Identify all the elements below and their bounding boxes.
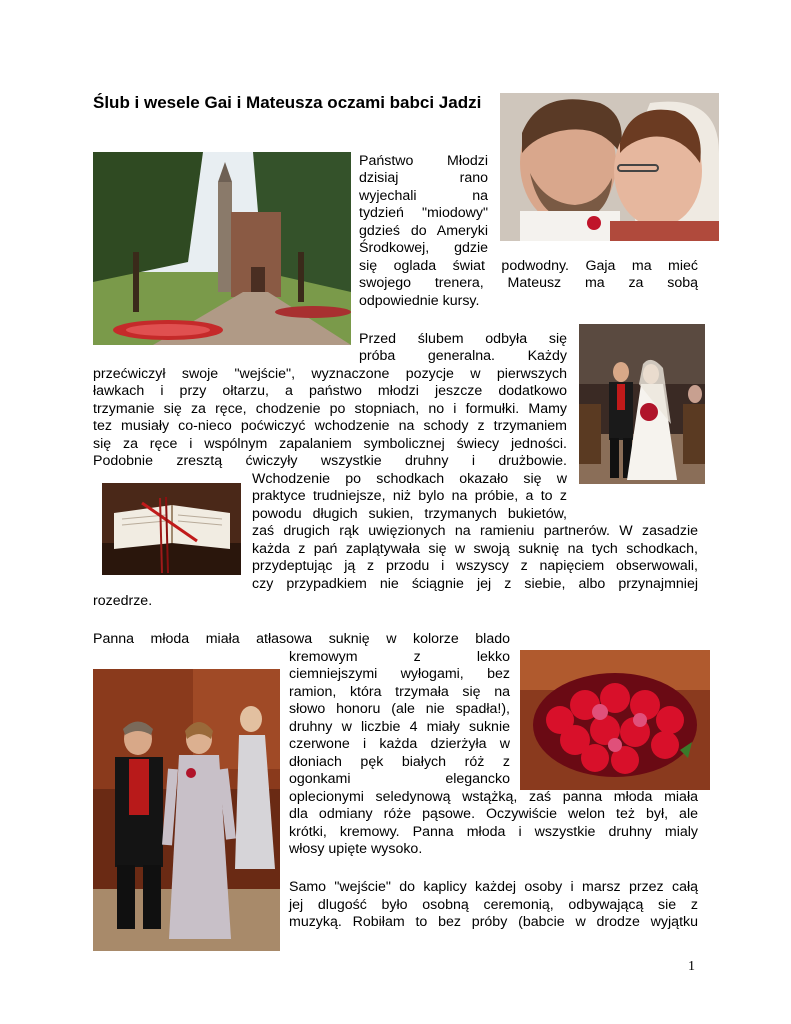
paragraph-line: się za ręce i wspólnym zapalaniem symbolicznej świecy jedności.	[93, 436, 567, 452]
paragraph-line: powodu długich sukien, trzymanych bukietów,	[252, 506, 567, 522]
paragraph-line: dłoniach pęk białych róż z	[289, 754, 510, 770]
photo-chapel-exterior	[93, 152, 351, 345]
paragraph-line: czy przypadkiem nie ściągnie jej z siebie, albo przynajmniej	[252, 576, 698, 592]
paragraph-line: praktyce trudniejsze, niż bylo na próbie, a to z	[252, 488, 567, 504]
paragraph-line: jej dlugość było osobną ceremonią, odbywającą sie z	[289, 897, 698, 913]
paragraph-line: Przed ślubem odbyła się	[359, 331, 567, 347]
paragraph-line: Środkowej, gdzie	[359, 240, 488, 256]
paragraph-line: dla odmiany róże pąsowe. Oczywiście welon też był, ale	[289, 806, 698, 822]
photo-procession	[93, 669, 280, 951]
paragraph-line: ławkach i przy ołtarzu, a państwo młodzi jeszcze dodatkowo	[93, 383, 567, 399]
paragraph-line: włosy upięte wysoko.	[289, 841, 423, 857]
paragraph-line: gdzieś do Ameryki	[359, 223, 488, 239]
paragraph-line: tez musiały co-nieco poćwiczyć wchodzenie na schody z trzymaniem	[93, 418, 567, 434]
paragraph-line: ogonkami elegancko	[289, 771, 510, 787]
photo-bride-aisle	[579, 324, 705, 484]
paragraph-line: próba generalna. Każdy	[359, 348, 567, 364]
paragraph-line: czerwone i każda dzierżyła w	[289, 736, 510, 752]
paragraph-line: Podobnie zresztą ćwiczyły wszystkie druhny i drużbowie.	[93, 453, 567, 469]
paragraph-line: muzyką. Robiłam to bez próby (babcie w drodze wyjątku	[289, 914, 698, 930]
paragraph-line: odpowiednie kursy.	[359, 293, 480, 309]
paragraph-line: przydeptując ją z przodu i wszyscy z napięciem obserwowali,	[252, 558, 698, 574]
paragraph-line: się oglada świat podwodny. Gaja ma mieć	[359, 258, 698, 274]
paragraph-line: rozedrze.	[93, 593, 153, 609]
paragraph-line: słowo honoru (ale nie spadła!),	[289, 701, 510, 717]
paragraph-line: swojego trenera, Mateusz ma za sobą	[359, 275, 698, 291]
photo-rose-bouquet	[520, 650, 710, 790]
paragraph-line: ramion, która trzymała się na	[289, 684, 510, 700]
paragraph-line: przećwiczył swoje "wejście", wyznaczone pozycje w pierwszych	[93, 366, 567, 382]
paragraph-line: Samo "wejście" do kaplicy każdej osoby i marsz przez całą	[289, 879, 698, 895]
page-title: Ślub i wesele Gai i Mateusza oczami babci Jadzi	[93, 93, 482, 112]
paragraph-line: Wchodzenie po schodkach okazało się w	[252, 471, 567, 487]
paragraph-line: Państwo Młodzi	[359, 153, 488, 169]
paragraph-line: Panna młoda miała atłasowa suknię w kolorze blado	[93, 631, 510, 647]
paragraph-line: dzisiaj rano	[359, 170, 488, 186]
paragraph-line: każda z pań zaplątywała się w swoją suknię na tych schodkach,	[252, 541, 698, 557]
paragraph-line: ciemniejszymi wyłogami, bez	[289, 666, 510, 682]
paragraph-line: tydzień "miodowy"	[359, 205, 488, 221]
paragraph-line: trzymanie się za ręce, chodzenie po stopniach, no i formułki. Mamy	[93, 401, 567, 417]
paragraph-line: wyjechali na	[359, 188, 488, 204]
paragraph-line: krótki, kremowy. Panna młoda i wszystkie druhny mialy	[289, 824, 698, 840]
photo-guestbook	[102, 483, 241, 575]
paragraph-line: druhny w liczbie 4 miały suknie	[289, 719, 510, 735]
paragraph-line: zaś drugich rąk uwięzionych na ramieniu partnerów. W zasadzie	[252, 523, 698, 539]
page-number: 1	[688, 959, 695, 974]
paragraph-line: oplecionymi seledynową wstążką, zaś panna młoda miała	[289, 789, 698, 805]
paragraph-line: kremowym z lekko	[289, 649, 510, 665]
photo-couple-portrait	[500, 93, 719, 241]
